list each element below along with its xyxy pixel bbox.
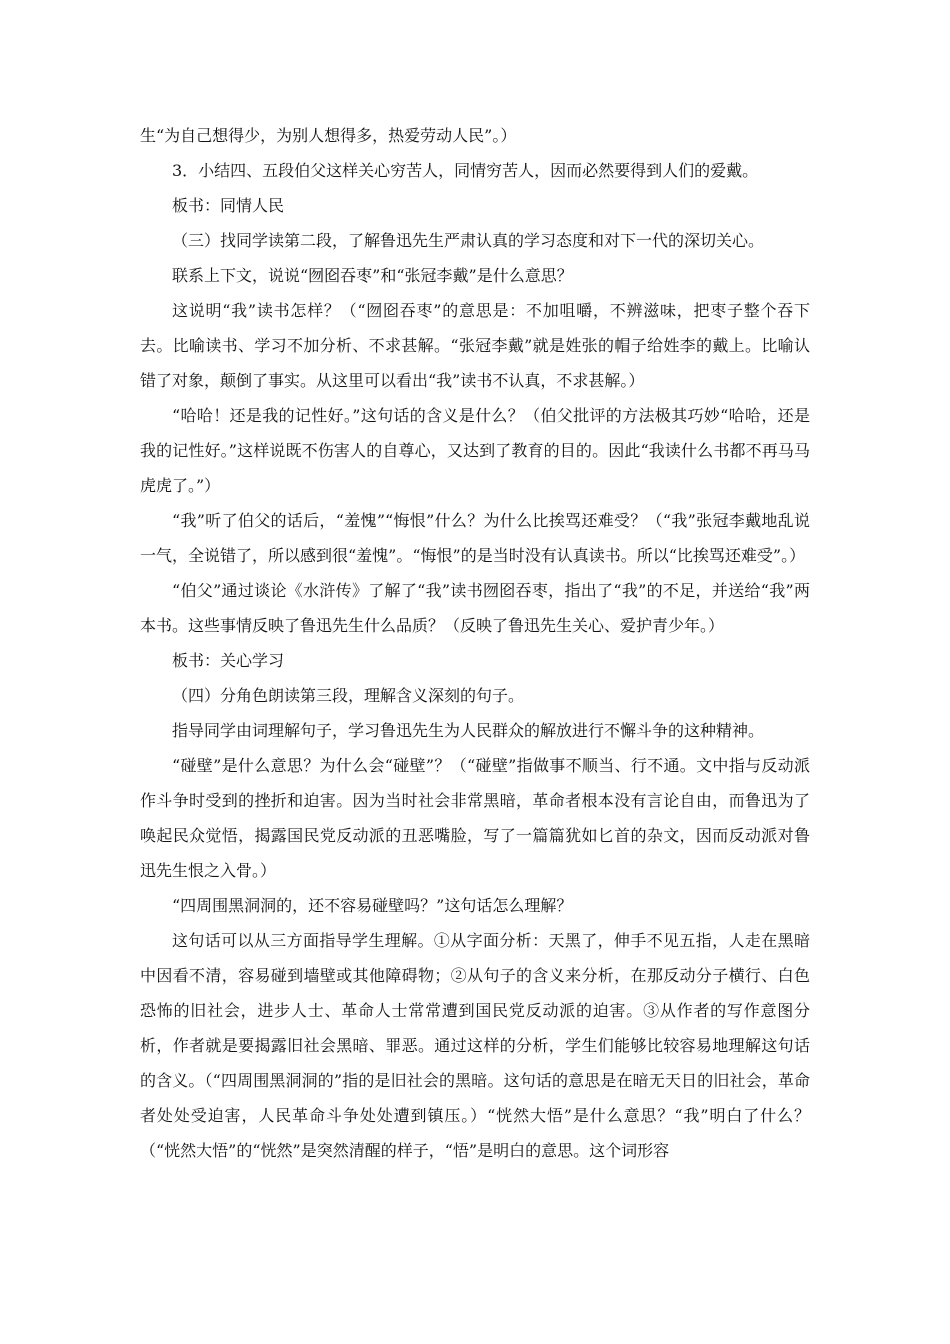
paragraph: “碰壁”是什么意思？为什么会“碰壁”？（“碰壁”指做事不顺当、行不通。文中指与反动派作斗争时受到的挫折和迫害。因为当时社会非常黑暗，革命者根本没有言论自由，而鲁迅为了唤起民众觉悟，揭露国民党反动派的丑恶嘴脸，写了一篇篇犹如匕首的杂文，因而反动派对鲁迅先生恨之入骨。） [140,756,810,880]
paragraph: “伯父”通过谈论《水浒传》了解了“我”读书囫囵吞枣，指出了“我”的不足，并送给“我”两本书。这些事情反映了鲁迅先生什么品质？（反映了鲁迅先生关心、爱护青少年。） [140,581,810,635]
paragraph: “四周围黑洞洞的，还不容易碰壁吗？”这句话怎么理解？ [172,896,573,915]
paragraph: “哈哈！还是我的记性好。”这句话的含义是什么？（伯父批评的方法极其巧妙“哈哈，还是我的记性好。”这样说既不伤害人的自尊心，又达到了教育的目的。因此“我读什么书都不再马马虎虎了。”） [140,406,810,495]
paragraph: （四）分角色朗读第三段，理解含义深刻的句子。 [172,686,525,705]
paragraph: 这说明“我”读书怎样？（“囫囵吞枣”的意思是：不加咀嚼，不辨滋味，把枣子整个吞下去。比喻读书、学习不加分析、不求甚解。“张冠李戴”就是姓张的帽子给姓李的戴上。比喻认错了对象，颠倒了事实。从这里可以看出“我”读书不认真，不求甚解。） [140,301,810,390]
paragraph: 板书：关心学习 [172,651,285,670]
paragraph: 联系上下文，说说“囫囵吞枣”和“张冠李戴”是什么意思？ [172,266,573,285]
paragraph: 板书：同情人民 [172,196,285,215]
paragraph: （三）找同学读第二段，了解鲁迅先生严肃认真的学习态度和对下一代的深切关心。 [172,231,765,250]
paragraph: 这句话可以从三方面指导学生理解。①从字面分析：天黑了，伸手不见五指，人走在黑暗中因看不清，容易碰到墙壁或其他障碍物；②从句子的含义来分析，在那反动分子横行、白色恐怖的旧社会，进步人士、革命人士常常遭到国民党反动派的迫害。③从作者的写作意图分析，作者就是要揭露旧社会黑暗、罪恶。通过这样的分析，学生们能够比较容易地理解这句话的含义。（“四周围黑洞洞的”指的是旧社会的黑暗。这句话的意思是在暗无天日的旧社会，革命者处处受迫害，人民革命斗争处处遭到镇压。）“恍然大悟”是什么意思？“我”明白了什么？（“恍然大悟”的“恍然”是突然清醒的样子，“悟”是明白的意思。这个词形容 [140,931,810,1160]
document-body [140,118,810,1168]
paragraph: “我”听了伯父的话后，“羞愧”“悔恨”什么？为什么比挨骂还难受？（“我”张冠李戴地乱说一气，全说错了，所以感到很“羞愧”。“悔恨”的是当时没有认真读书。所以“比挨骂还难受”。） [140,511,810,565]
paragraph: 生“为自己想得少，为别人想得多，热爱劳动人民”。） [140,126,517,145]
paragraph: 3．小结四、五段伯父这样关心穷苦人，同情穷苦人，因而必然要得到人们的爱戴。 [172,161,759,180]
paragraph: 指导同学由词理解句子，学习鲁迅先生为人民群众的解放进行不懈斗争的这种精神。 [172,721,765,740]
